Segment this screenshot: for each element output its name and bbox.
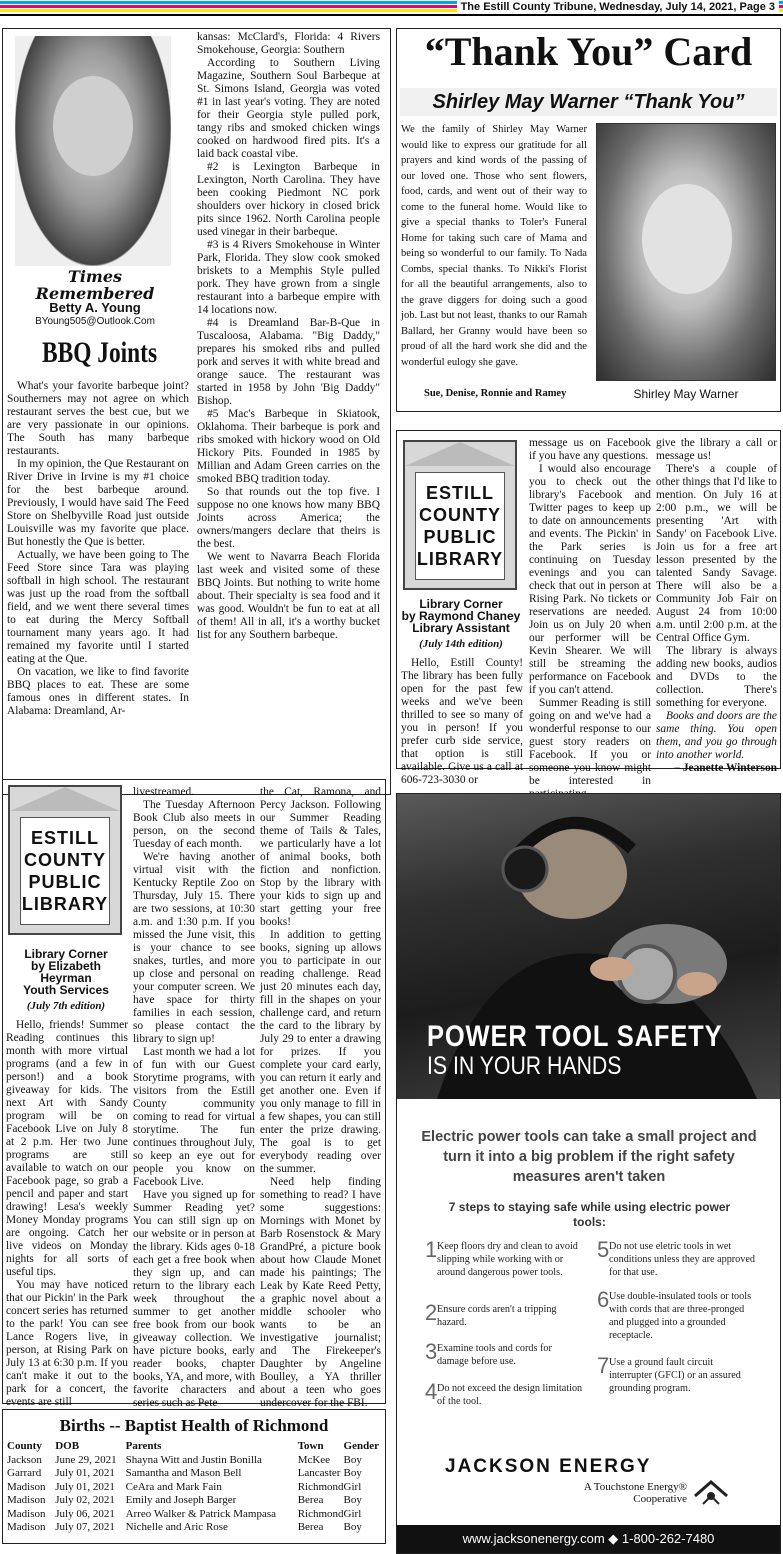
column-headline: BBQ Joints <box>42 336 158 369</box>
library-logo-roof <box>10 787 120 811</box>
library-corner-1-col3 <box>656 437 777 774</box>
jackson-energy-logo: JACKSON ENERGY <box>445 1456 652 1477</box>
masthead-title: The Estill County Tribune, Wednesday, July 14, 2021, Page 3 <box>457 1 779 13</box>
table-cell: July 01, 2021 <box>55 1467 115 1479</box>
table-cell: Boy <box>343 1494 362 1506</box>
births-header-row <box>7 1440 379 1454</box>
table-cell: McKee <box>297 1453 331 1466</box>
paragraph: You may have noticed that our Pickin' in the Park concert series has returned to the park! You can see Lance Rogers live, in person, at Rising Park on July 13 at 6:30 p.m. If you can't make it out to the park for a concert, the events are still <box>6 1279 128 1408</box>
library-corner-2-col1 <box>6 1019 128 1408</box>
paragraph: The Tuesday Afternoon Book Club also meets in person, on the second Tuesday of each month. <box>133 799 255 850</box>
table-cell: Richmond <box>297 1480 344 1493</box>
column-email[interactable]: BYoung505@Outlook.Com <box>35 316 155 327</box>
table-cell: July 02, 2021 <box>55 1494 115 1506</box>
table-row <box>7 1508 379 1522</box>
table-cell: Madison <box>7 1521 46 1533</box>
table-row <box>7 1467 379 1481</box>
step-number: 4 <box>425 1379 438 1404</box>
table-cell: Berea <box>297 1521 324 1533</box>
ad-headline: POWER TOOL SAFETY <box>427 1020 723 1053</box>
step-number: 6 <box>597 1287 610 1312</box>
ad-steps-title: 7 steps to staying safe while using electric power tools: <box>448 1200 731 1229</box>
library-corner-1-heading: Library Corner by Raymond Chaney Library Assistant <box>401 597 521 635</box>
paragraph: message us on Facebook if you have any questions. <box>529 437 651 462</box>
column-text-right <box>197 31 380 762</box>
power-tool-safety-ad <box>396 793 781 1554</box>
masthead-bar <box>0 0 783 20</box>
step-text: Examine tools and cords for damage before use. <box>437 1343 552 1367</box>
paragraph: #3 is 4 Rivers Smokehouse in Winter Park, Florida. They slow cook smoked briskets to a Memphis Style pulled pork. They have grown from a single restaurant into a barbeque empire with 14 locations now. <box>197 239 380 316</box>
table-cell: Boy <box>343 1467 362 1479</box>
paragraph: Have you signed up for Summer Reading yet? You can still sign up on our website or in person at the library. Kids ages 0-18 each get a free book when they sign up, and can return to the library each week throughout the summer to get another free book from our book giveaway collection. We have picture books, early reader books, chapter books, YA, and more, with favorite characters and series such as Pete <box>133 1189 256 1409</box>
births-column-header: Gender <box>343 1440 379 1452</box>
library-corner-1-col1 <box>401 657 523 786</box>
column-section-title: Times Remembered <box>35 267 155 303</box>
ad-footer-contact[interactable]: www.jacksonenergy.com ◆ 1-800-262-7480 <box>397 1525 780 1553</box>
births-column-header: County <box>7 1440 42 1452</box>
table-cell: Arreo Walker & Patrick Mampasa <box>125 1507 277 1520</box>
table-cell: CeAra and Mark Fain <box>125 1480 222 1493</box>
paragraph: Need help finding something to read? I have some suggestions: Mornings with Monet by Barb Rosenstock & Mary GrandPré, a picture book about how Claude Monet made his paintings; The Leak by Kate Reed Petty, a graphic novel about a middle schooler who wants to be an investigative journalist; and The Firekeeper's Daughter by Angeline Boulley, a YA thriller about a teen who goes undercover for the FBI. <box>260 1176 381 1409</box>
step-text: Use double-insulated tools or tools with cords that are three-pronged and plugged into a grounded receptacle. <box>609 1291 752 1341</box>
library-corner-2-col2 <box>133 786 256 1409</box>
library-corner-1-col2 <box>529 437 651 787</box>
table-cell: Boy <box>343 1453 362 1466</box>
births-column-header: Town <box>297 1440 324 1452</box>
paragraph: livestreamed. <box>133 786 195 798</box>
safety-step <box>597 1353 757 1416</box>
table-cell: Girl <box>343 1507 362 1520</box>
memorial-photo <box>596 123 776 381</box>
step-number: 2 <box>425 1300 438 1325</box>
step-text: Keep floors dry and clean to avoid slipping while working with or around dangerous power tools. <box>437 1241 578 1278</box>
table-cell: Girl <box>343 1480 362 1493</box>
paragraph: So that rounds out the top five. I suppose no one knows how many BBQ Joints across America; the owners/mangers declare that theirs is the best. <box>197 486 380 550</box>
paragraph: The library is always adding new books, audios and DVDs to the collection. There's something for everyone. <box>656 645 777 709</box>
paragraph: What's your favorite barbeque joint? Southerners may not agree on which restaurant serves the best cue, but we are very passionate in our opinions. The South has many barbeque restaurants. <box>7 380 189 457</box>
author-face <box>53 76 133 176</box>
library-corner-1-edition: (July 14th edition) <box>419 638 503 650</box>
births-column-header: Parents <box>125 1440 162 1452</box>
births-title: Births -- Baptist Health of Richmond <box>59 1416 329 1435</box>
closing-author: – Jeanette Winterson <box>674 762 777 774</box>
births-column-header: DOB <box>55 1440 80 1452</box>
table-cell: Berea <box>297 1494 324 1506</box>
step-number: 3 <box>425 1339 438 1364</box>
step-number: 1 <box>425 1237 438 1262</box>
step-number: 5 <box>597 1237 610 1262</box>
paragraph: In my opinion, the Que Restaurant on River Drive in Irvine is my #1 choice for the best barbeque around. Previously, I would have said The Feed Store on Shelbyville Road just outside Louisville was my favorite que place. But honestly the Que is better. <box>7 458 189 548</box>
paragraph: #2 is Lexington Barbeque in Lexington, North Carolina. They have been cooking Piedmont NC pork shoulders over hickory in closed brick pits since 1962. North Carolina people used vinegar in their barbeque. <box>197 161 380 238</box>
table-cell: Madison <box>7 1480 46 1493</box>
paragraph: give the library a call or message us! <box>656 437 777 462</box>
safety-step <box>425 1237 585 1300</box>
births-table <box>7 1440 379 1535</box>
masthead-rule <box>0 14 783 16</box>
thank-you-title: “Thank You” Card <box>424 29 753 74</box>
table-cell: Shayna Witt and Justin Bonilla <box>125 1453 262 1466</box>
thank-you-body: We the family of Shirley May Warner would like to express our gratitude for all prayers and kind words of the passing of our loved one. Those who sent flowers, food, cards, and went out of their way to come to the funeral home. Would like to give a special thanks to Toler's Funeral Home for taking such care of Mama and being so wonderful to our family. To Nada Combs, special thanks. To Nikki's Florist for all the beautiful arrangements, also to the grave diggers for doing such a good job. Last but not least, thanks to our Ramah Ballard, her Granny would have been so proud of all the hard work she did and the wonderful eulogy she gave. <box>401 124 587 368</box>
table-cell: July 01, 2021 <box>55 1480 115 1493</box>
ad-tagline: Electric power tools can take a small project and turn it into a big problem if the right safety measures aren't taken <box>421 1129 757 1185</box>
memorial-face <box>642 184 732 294</box>
thank-you-subtitle: Shirley May Warner “Thank You” <box>400 88 777 116</box>
table-row <box>7 1454 379 1468</box>
paragraph: Actually, we have been going to The Feed Store since Tara was playing softball in high school. The restaurant was just up the road from the softball field, and we went there several times to eat during the Mercy Softball tournament many years ago. It had remained my favorite until I started eating at the Que. <box>7 549 189 665</box>
table-cell: Richmond <box>297 1507 344 1520</box>
paragraph: the Cat, Ramona, and Percy Jackson. Following our Summer Reading theme of Tails & Tales, we particularly have a lot of animal books, both fiction and nonfiction. Stop by the library with your kids to sign up and start getting your free books! <box>260 786 381 928</box>
author-photo <box>15 36 171 266</box>
library-corner-2-heading: Library Corner by Elizabeth Heyrman Youth Services <box>23 947 109 997</box>
ad-subheadline: IS IN YOUR HANDS <box>427 1052 622 1080</box>
table-cell: Garrard <box>7 1467 42 1479</box>
library-logo-roof <box>405 442 515 466</box>
column-author: Betty A. Young <box>49 300 141 315</box>
table-cell: Madison <box>7 1494 46 1506</box>
paragraph: Last month we had a lot of fun with our Guest Storytime programs, with visitors from the Estill County community coming to read for virtual storytime. The fun continues throughout July, so keep an eye out for people you know on Facebook Live. <box>133 1046 255 1188</box>
table-row <box>7 1494 379 1508</box>
library-logo: ESTILL COUNTY PUBLIC LIBRARY <box>8 785 122 935</box>
ad-brand-sub: A Touchstone Energy® Cooperative <box>583 1481 687 1505</box>
step-text: Do not use eletric tools in wet conditions unless they are approved for that use. <box>609 1241 755 1278</box>
paragraph: Hello, Estill County! The library has been fully open for the past few weeks and we've been thrilled to see so many of you in person! If you prefer curb side service, that option is still available. Give us a call at 606-723-3030 or <box>401 657 523 786</box>
table-cell: Nichelle and Aric Rose <box>125 1521 228 1533</box>
safety-step <box>597 1287 757 1350</box>
table-cell: June 29, 2021 <box>55 1453 117 1466</box>
thank-you-signature: Sue, Denise, Ronnie and Ramey <box>424 388 567 399</box>
paragraph: We went to Navarra Beach Florida last week and visited some of these BBQ Joints. But nothing to write home about. Their specialty is sea food and it was good. Wouldn't be fun to eat at all of them! All in all, it's a worthy bucket list for any Southern barbeque. <box>197 551 380 641</box>
step-text: Ensure cords aren't a tripping hazard. <box>437 1304 557 1328</box>
paragraph: According to Southern Living Magazine, Southern Soul Barbeque at St. Simons Island, Georgia was voted #1 in last year's voting. They are noted for their Georgia style pulled pork, tangy ribs and smoked chicken wings cooked on hardwood fired pits. It's a laid back coastal vibe. <box>197 57 380 160</box>
paragraph: Hello, friends! Summer Reading continues this month with more virtual programs (and a few in person!) and a book giveaway for kids. The next Art with Sandy program will be on Facebook Live on July 8 at 2 p.m. Her two June programs are still available to watch on our Facebook page, so grab a pencil and paper and start drawing! Lesa's weekly Money Monday programs are ongoing. Catch her live videos on Monday nights for all sorts of useful tips. <box>6 1019 128 1278</box>
closing-quote: Books and doors are the same thing. You open them, and you go through into another world. <box>656 710 777 761</box>
column-text-left <box>7 380 189 762</box>
table-cell: Madison <box>7 1507 46 1520</box>
table-cell: Lancaster <box>297 1467 341 1479</box>
table-cell: Boy <box>343 1521 362 1533</box>
table-cell: July 06, 2021 <box>55 1507 115 1520</box>
paragraph: On vacation, we like to find favorite BBQ places to eat. These are some famous ones in different states. In Alabama: Dreamland, Ar- <box>7 666 189 717</box>
touchstone-icon <box>693 1476 729 1506</box>
library-corner-2-edition: (July 7th edition) <box>26 1000 106 1012</box>
table-cell: Emily and Joseph Barger <box>125 1494 237 1506</box>
paragraph: #4 is Dreamland Bar-B-Que in Tuscaloosa, Alabama. "Big Daddy," prepares his smoked ribs and pulled pork and serves it with white bread and orange sauce. The restaurant was started in 1958 by John 'Big Daddy" Bishop. <box>197 317 380 407</box>
library-corner-2-col3 <box>260 786 381 1409</box>
table-cell: Jackson <box>7 1453 42 1466</box>
table-cell: July 07, 2021 <box>55 1521 115 1533</box>
step-number: 7 <box>597 1353 610 1378</box>
paragraph: #5 Mac's Barbeque in Skiatook, Oklahoma. Their barbeque is pork and ribs smoked with hickory wood on Old Hickory Pits. Founded in 1985 by Millian and Adam Green carries on the smoked BBQ tradition today. <box>197 408 380 485</box>
paragraph: Summer Reading is still going on and we've had a wonderful response to our guest story readers on Facebook. If you or someone you know might be interested in <box>529 697 651 787</box>
table-cell: Samantha and Mason Bell <box>125 1467 242 1479</box>
paragraph: In addition to getting books, signing up allows you to participate in our reading challenge. Read just 20 minutes each day, fill in the shapes on your challenge card, and return the card to the library by July 29 to enter a drawing for prizes. If you complete your card early, you can return it early and get another one. Even if you only manage to fill in a few shapes, you can still enter the prize drawing. The goal is to get everybody reading over the summer. <box>260 929 381 1175</box>
safety-step <box>425 1379 585 1442</box>
table-row <box>7 1521 379 1535</box>
library-logo: ESTILL COUNTY PUBLIC LIBRARY <box>403 440 517 590</box>
step-text: Do not exceed the design limitation of the tool. <box>437 1383 583 1407</box>
memorial-photo-caption: Shirley May Warner <box>633 387 739 401</box>
paragraph: I would also encourage you to check out the library's Facebook and Twitter pages to keep up to date on announcements and events. The Pickin' in the Park series is continuing on Tuesday evenings and you can check that out in person at Rising Park. No tickets or reservations are needed. Join us on July 20 when our performer will be Kevin Shearer. We will still be streaming the performance on Facebook if you can't attend. <box>529 463 651 696</box>
paragraph: kansas: McClard's, Florida: 4 Rivers Smokehouse, Georgia: Southern <box>197 31 380 56</box>
table-row <box>7 1481 379 1495</box>
step-text: Use a ground fault circuit interrupter (GFCI) or an assured grounding program. <box>609 1357 741 1394</box>
paragraph: There's a couple of other things that I'd like to mention. On July 16 at 2:00 p.m., we will be presenting 'Art with Sandy' on Facebook Live. Join us for a free art lesson presented by the talented Sandy Savage. There will also be a Community Job Fair on August 24 from 10:00 a.m. until 2:00 p.m. at the Central Office Gym. <box>656 463 777 644</box>
paragraph: We're having another virtual visit with the Kentucky Reptile Zoo on Thursday, July 15. There are two sessions, at 10:30 a.m. and 1:30 p.m. If you missed the June visit, this is your chance to see snakes, turtles, and more up close and personal on your computer screen. We have space for thirty families in each session, so please contact the library to sign up! <box>133 851 255 1045</box>
